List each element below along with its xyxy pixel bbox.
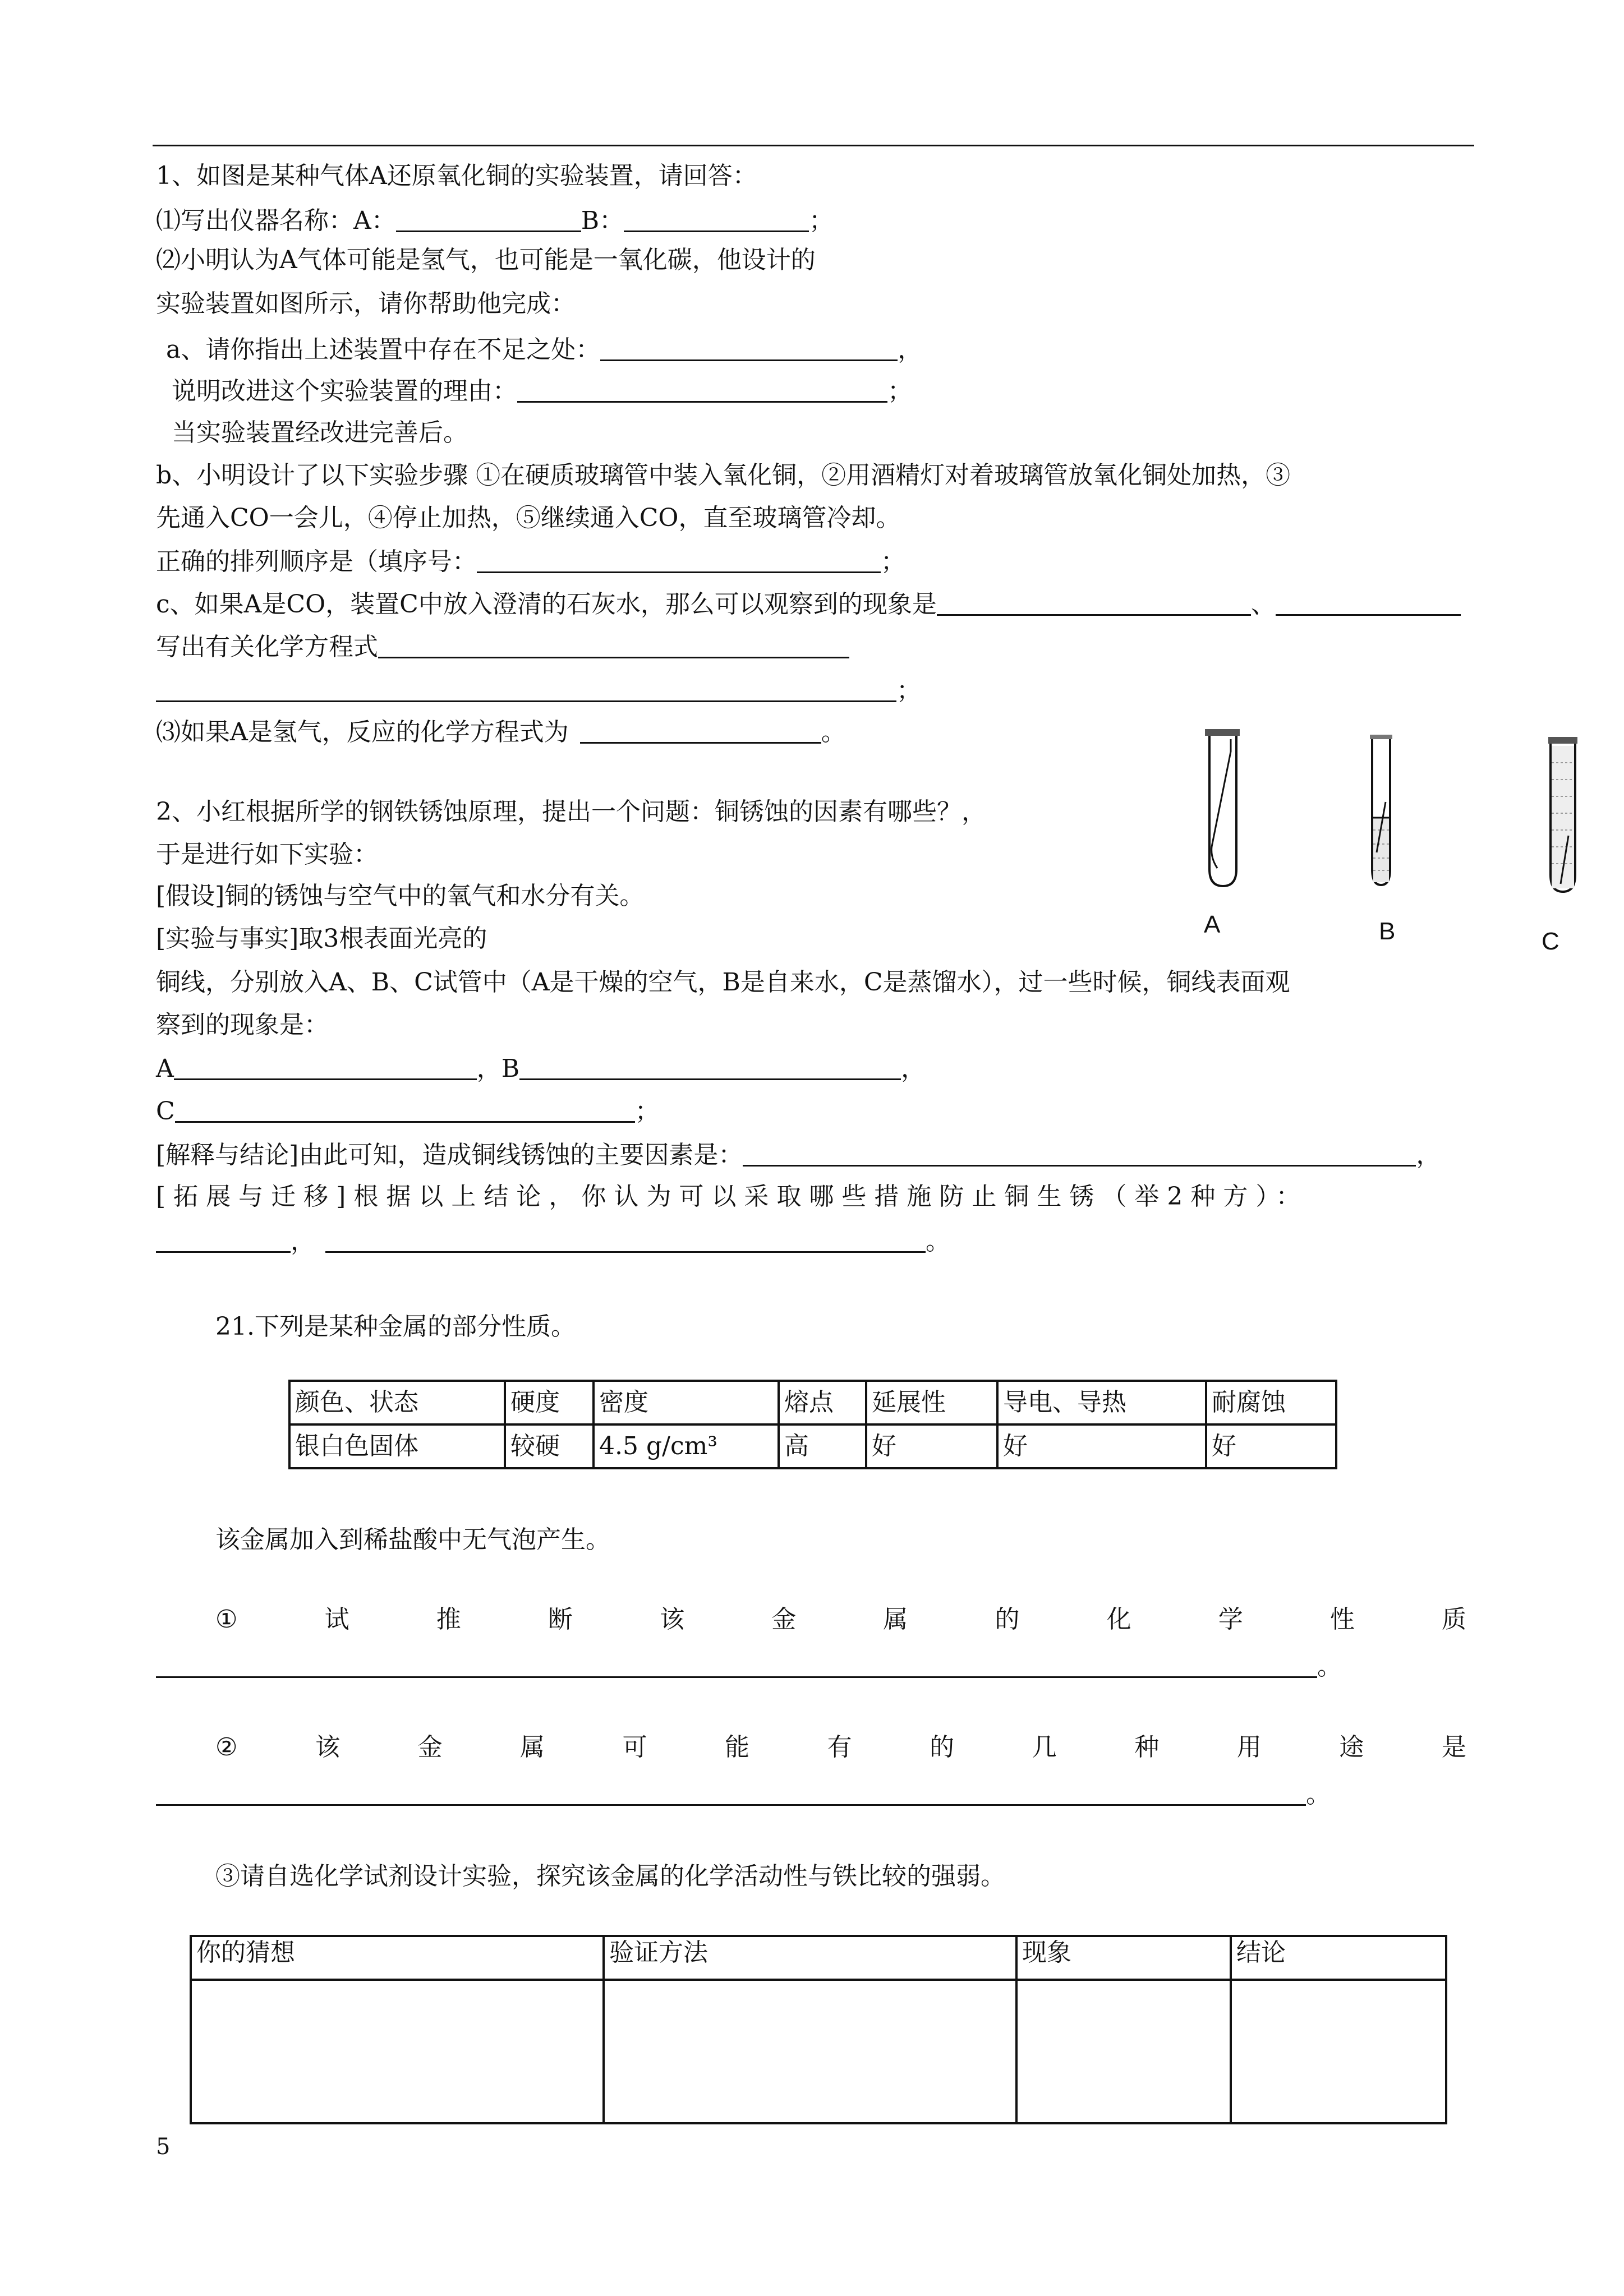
table-row [289,1424,1336,1468]
q2-extend-blanks: ， 。 [156,1226,950,1257]
blank-equation-1[interactable] [378,634,849,658]
blank-method-2[interactable] [325,1229,926,1253]
q1-b-line2: 先通入CO一会儿，④停止加热，⑤继续通入CO，直至玻璃管冷却。 [156,504,901,532]
table-header-cell: 你的猜想 [191,1936,604,1980]
q21-note: 该金属加入到稀盐酸中无气泡产生。 [215,1525,610,1554]
blank-conclusion[interactable] [743,1142,1416,1167]
q1-c: c、如果A是CO，装置C中放入澄清的石灰水，那么可以观察到的现象是 、 [156,589,1461,620]
table-header-cell: 颜色、状态 [289,1381,505,1424]
tube-label-b: B [1379,918,1396,945]
answer-cell-conclusion[interactable] [1231,1980,1446,2123]
q1-part1: ⑴写出仪器名称：A： B： ； [156,206,834,235]
q2-fact-2: 铜线，分别放入A、B、C试管中（A是干燥的空气，B是自来水，C是蒸馏水），过一些时候，铜线表面观 [156,968,1290,997]
q1-intro: 1、如图是某种气体A还原氧化铜的实验装置，请回答： [156,162,757,190]
table-cell: 较硬 [505,1424,594,1468]
q1-a: a、请你指出上述装置中存在不足之处： ， [166,335,923,364]
blank-b[interactable] [624,208,809,232]
q2-conclusion: [解释与结论]由此可知，造成铜线锈蚀的主要因素是： ， [156,1141,1441,1169]
tube-b-icon [1370,735,1392,885]
table-cell: 高 [779,1424,866,1468]
blank-shortcoming[interactable] [600,337,898,361]
blank-order[interactable] [477,549,881,573]
tube-label-a: A [1204,911,1221,938]
q2-extend: [拓展与迁移]根据以上结论，你认为可以采取哪些措施防止铜生锈（举2种方）： [156,1182,1309,1211]
q21-q1: ① 试 推 断 该 金 属 的 化 学 性 质 [215,1605,1466,1634]
q2-obs-c: C ； [156,1097,660,1126]
answer-cell-phenomenon[interactable] [1016,1980,1231,2123]
q1-equation-2: ； [156,675,921,707]
blank-phenomenon-1[interactable] [937,592,1251,616]
q1-order: 正确的排列顺序是（填序号： ； [156,547,905,576]
page-number: 5 [156,2134,171,2160]
answer-cell-guess[interactable] [191,1980,604,2123]
blank-obs-a[interactable] [174,1056,477,1080]
q2-intro-2: 于是进行如下实验： [156,840,378,869]
q21-q2-answer: 。 [156,1779,1331,1810]
q1-b-line1: b、小明设计了以下实验步骤 ①在硬质玻璃管中装入氧化铜，②用酒精灯对着玻璃管放氧化铜处加热，③ [156,461,1291,490]
blank-chemical-property[interactable] [156,1654,1317,1678]
table-header-cell: 导电、导热 [997,1381,1206,1424]
table-header-row [191,1936,1446,1980]
blank-obs-b[interactable] [519,1056,901,1080]
table-header-cell: 硬度 [505,1381,594,1424]
blank-uses[interactable] [156,1782,1306,1806]
tube-a-icon [1205,729,1240,886]
q21-q2: ② 该 金 属 可 能 有 的 几 种 用 途 是 [215,1733,1466,1762]
q1-part2-line1: ⑵小明认为A气体可能是氢气，也可能是一氧化碳，他设计的 [156,246,816,274]
table-cell: 好 [866,1424,997,1468]
table-cell: 好 [997,1424,1206,1468]
table-header-cell: 验证方法 [604,1936,1016,1980]
table-row [191,1980,1446,2123]
q1-part3: ⑶如果A是氢气，反应的化学方程式为 。 [156,718,846,746]
table-cell: 4.5 g/cm³ [594,1424,779,1468]
blank-method-1[interactable] [156,1229,291,1253]
blank-equation-2[interactable] [156,678,896,702]
q2-fact-1: [实验与事实]取3根表面光亮的 [156,924,487,953]
q21-q1-answer: 。 [156,1651,1342,1682]
blank-h2-equation[interactable] [580,720,821,744]
table-header-cell: 现象 [1016,1936,1231,1980]
q21-intro: 21.下列是某种金属的部分性质。 [215,1312,576,1341]
tube-c-icon [1548,737,1577,892]
blank-a[interactable] [396,208,581,232]
q1-equation: 写出有关化学方程式 [156,631,849,663]
q2-intro-1: 2、小红根据所学的钢铁锈蚀原理，提出一个问题：铜锈蚀的因素有哪些？， [156,797,986,826]
blank-phenomenon-2[interactable] [1276,592,1461,616]
table-header-row [289,1381,1336,1424]
q2-obs-ab: A ，B ， [156,1054,926,1083]
test-tube-figure [1189,723,1616,959]
tube-label-c: C [1542,928,1559,955]
top-rule [153,145,1474,146]
experiment-table [190,1935,1447,2124]
table-cell: 好 [1206,1424,1336,1468]
q2-fact-3: 察到的现象是： [156,1011,329,1039]
q2-hypothesis: [假设]铜的锈蚀与空气中的氧气和水分有关。 [156,882,645,910]
q1-improved: 当实验装置经改进完善后。 [172,418,468,447]
blank-reason[interactable] [517,379,887,403]
q1-reason: 说明改进这个实验装置的理由： ； [172,377,912,405]
table-header-cell: 结论 [1231,1936,1446,1980]
blank-obs-c[interactable] [175,1099,635,1123]
q1-part2-line2: 实验装置如图所示，请你帮助他完成： [156,289,576,318]
table-header-cell: 熔点 [779,1381,866,1424]
table-header-cell: 耐腐蚀 [1206,1381,1336,1424]
table-header-cell: 密度 [594,1381,779,1424]
table-header-cell: 延展性 [866,1381,997,1424]
q21-q3: ③请自选化学试剂设计实验，探究该金属的化学活动性与铁比较的强弱。 [215,1862,1005,1891]
metal-properties-table [288,1380,1337,1469]
answer-cell-method[interactable] [604,1980,1016,2123]
table-cell: 银白色固体 [289,1424,505,1468]
